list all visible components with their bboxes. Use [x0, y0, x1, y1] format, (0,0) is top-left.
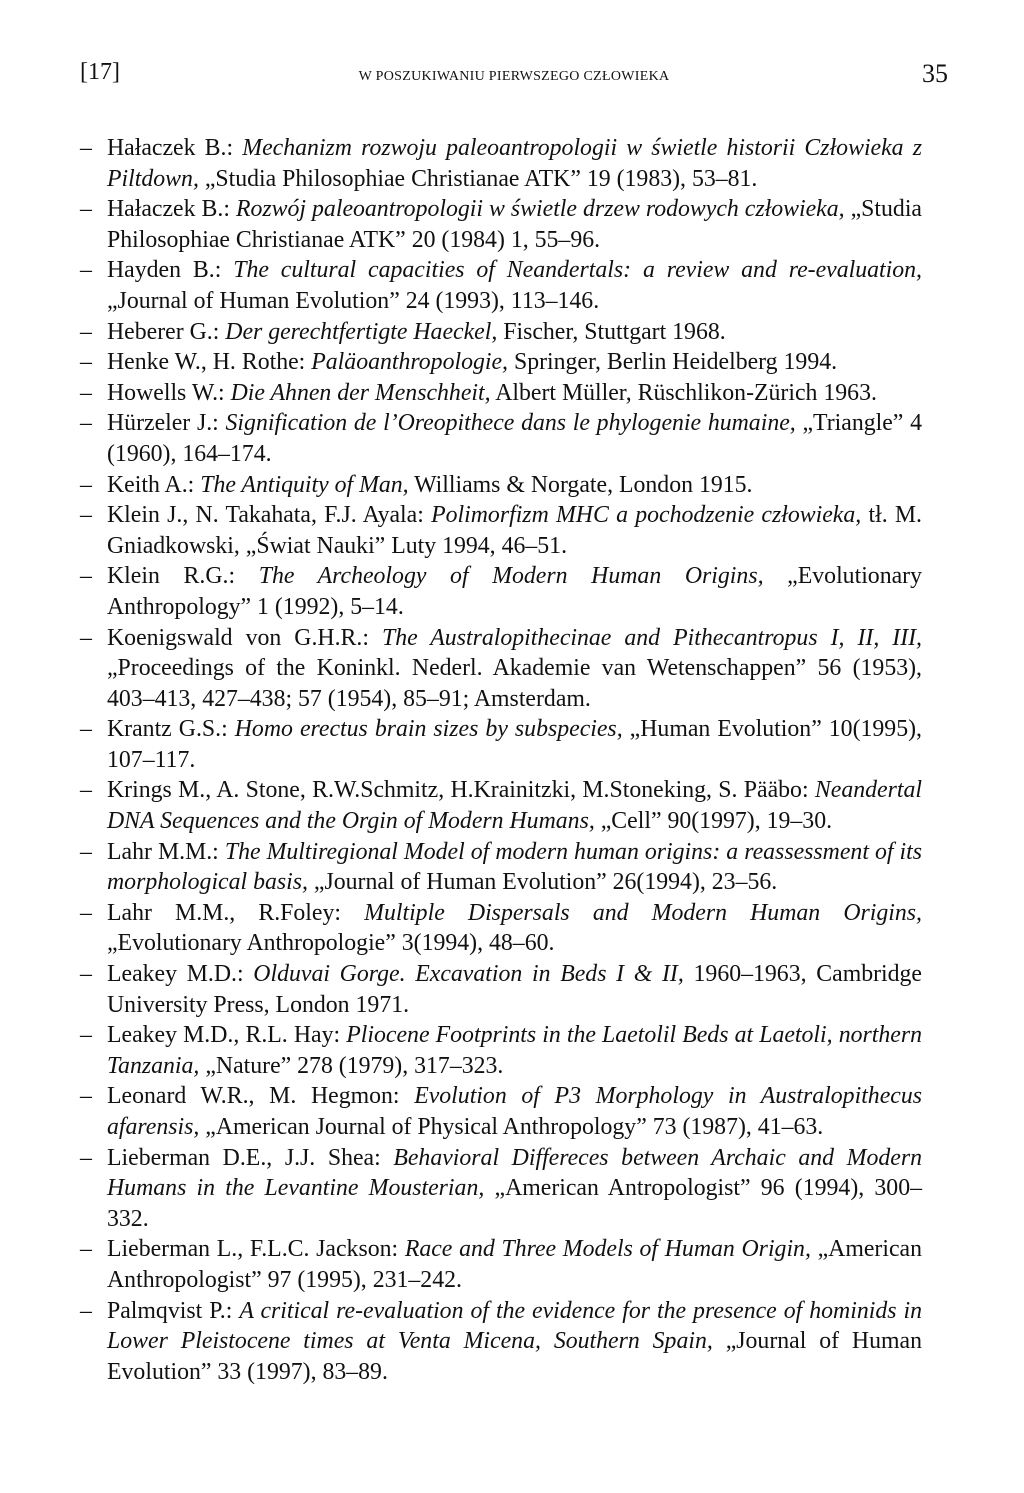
- reference-source: „Studia Philosophiae Christianae ATK” 20 (1984) 1, 55–96.: [107, 196, 922, 253]
- reference-author: Keith A.:: [107, 471, 201, 498]
- reference-entry: [80, 378, 922, 409]
- reference-author: Klein R.G.:: [107, 563, 259, 590]
- reference-source: „Nature” 278 (1979), 317–323.: [199, 1052, 504, 1079]
- reference-entry: [80, 623, 922, 715]
- reference-entry: [80, 1020, 922, 1081]
- reference-author: Lieberman L., F.L.C. Jackson:: [107, 1236, 405, 1263]
- reference-author: Leonard W.R., M. Hegmon:: [107, 1083, 415, 1110]
- reference-author: Klein J., N. Takahata, F.J. Ayala:: [107, 502, 432, 529]
- reference-source: Fischer, Stuttgart 1968.: [497, 318, 726, 345]
- reference-title: The Australopithecinae and Pithecantropus I, II, III,: [382, 624, 922, 651]
- reference-author: Palmqvist P.:: [107, 1297, 240, 1324]
- reference-title: Neandertal DNA Sequences and the Orgin of Modern Humans,: [107, 777, 922, 835]
- reference-source: „American Anthropologist” 97 (1995), 231–242.: [107, 1236, 922, 1293]
- reference-author: Leakey M.D., R.L. Hay:: [107, 1022, 347, 1049]
- reference-title: The cultural capacities of Neandertals: a review and re-evaluation,: [233, 257, 923, 284]
- reference-title: The Antiquity of Man,: [200, 471, 409, 498]
- reference-author: Hürzeler J.:: [107, 410, 226, 437]
- reference-entry: [80, 194, 922, 255]
- reference-source: Springer, Berlin Heidelberg 1994.: [508, 349, 838, 376]
- reference-source: tł. M. Gniadkowski, „Świat Nauki” Luty 1994, 46–51.: [107, 502, 922, 559]
- reference-source: „Human Evolution” 10(1995), 107–117.: [107, 716, 922, 773]
- reference-source: „Journal of Human Evolution” 33 (1997), 83–89.: [107, 1328, 922, 1385]
- section-number: [17]: [80, 59, 120, 85]
- reference-source: „Studia Philosophiae Christianae ATK” 19 (1983), 53–81.: [198, 165, 758, 192]
- running-title: W POSZUKIWANIU PIERWSZEGO CZŁOWIEKA: [358, 69, 670, 84]
- reference-source: „American Journal of Physical Anthropology” 73 (1987), 41–63.: [199, 1114, 824, 1140]
- reference-source: „Cell” 90(1997), 19–30.: [594, 808, 833, 835]
- reference-title: A critical re-evaluation of the evidence for the presence of hominids in Lower Pleistocene times at Venta Micena, Southern Spain,: [107, 1297, 922, 1355]
- reference-title: Homo erectus brain sizes by subspecies,: [234, 716, 623, 743]
- reference-title: Behavioral Differeces between Archaic and Modern Humans in the Levantine Mousterian,: [107, 1144, 922, 1202]
- reference-title: Rozwój paleoantropologii w świetle drzew rodowych człowieka,: [235, 196, 845, 223]
- reference-source: Williams & Norgate, London 1915.: [408, 471, 753, 498]
- reference-entry: [80, 255, 922, 316]
- reference-title: Race and Three Models of Human Origin,: [404, 1236, 811, 1263]
- reference-title: The Archeology of Modern Human Origins,: [258, 563, 764, 590]
- reference-author: Lahr M.M.:: [107, 838, 225, 865]
- reference-entry: [80, 837, 922, 898]
- reference-entry: [80, 775, 922, 836]
- reference-title: Paläoanthropologie,: [311, 349, 509, 376]
- reference-source: „Triangle” 4 (1960), 164–174.: [107, 410, 922, 467]
- reference-author: Hałaczek B.:: [107, 135, 243, 161]
- reference-title: Signification de l’Oreopithece dans le phylogenie humaine,: [225, 410, 796, 437]
- reference-author: Krings M., A. Stone, R.W.Schmitz, H.Krainitzki, M.Stoneking, S. Pääbo:: [107, 777, 815, 804]
- reference-author: Leakey M.D.:: [107, 961, 254, 988]
- reference-author: Koenigswald von G.H.R.:: [107, 624, 382, 651]
- reference-entry: [80, 133, 922, 194]
- reference-title: Mechanizm rozwoju paleoantropologii w świetle historii Człowieka z Piltdown,: [107, 135, 922, 192]
- reference-entry: [80, 714, 922, 775]
- reference-title: Evolution of P3 Morphology in Australopithecus afarensis,: [107, 1083, 922, 1140]
- reference-title: Pliocene Footprints in the Laetolil Beds at Laetoli, northern Tanzania,: [107, 1022, 922, 1079]
- reference-author: Heberer G.:: [107, 318, 226, 345]
- reference-author: Hayden B.:: [107, 257, 234, 284]
- reference-source: „Journal of Human Evolution” 24 (1993), 113–146.: [107, 287, 600, 314]
- reference-author: Henke W., H. Rothe:: [107, 349, 312, 376]
- reference-entry: [80, 959, 922, 1020]
- reference-entry: [80, 408, 922, 469]
- reference-title: Die Ahnen der Menschheit,: [230, 379, 491, 406]
- reference-author: Lahr M.M., R.Foley:: [107, 899, 365, 926]
- reference-title: Polimorfizm MHC a pochodzenie człowieka,: [431, 502, 862, 529]
- running-header: [80, 57, 948, 97]
- reference-entry: [80, 898, 922, 959]
- reference-source: „Evolutionary Anthropology” 1 (1992), 5–14.: [107, 563, 922, 620]
- reference-author: Lieberman D.E., J.J. Shea:: [107, 1144, 394, 1171]
- reference-title: Multiple Dispersals and Modern Human Origins,: [364, 899, 922, 926]
- reference-entry: [80, 317, 922, 348]
- reference-source: „American Antropologist” 96 (1994), 300–332.: [107, 1175, 922, 1232]
- reference-author: Hałaczek B.:: [107, 196, 236, 223]
- reference-title: Der gerechtfertigte Haeckel,: [225, 318, 498, 345]
- reference-author: Krantz G.S.:: [107, 716, 235, 743]
- reference-entry: [80, 1143, 922, 1235]
- reference-title: Olduvai Gorge. Excavation in Beds I & II,: [253, 961, 684, 988]
- reference-source: „Evolutionary Anthropologie” 3(1994), 48–60.: [107, 930, 555, 957]
- reference-source: „Proceedings of the Koninkl. Nederl. Akademie van Wetenschappen” 56 (1953), 403–413, 427–438; 57 (1954), 85–91; Amsterdam.: [107, 655, 922, 712]
- reference-list: [80, 133, 922, 1387]
- reference-entry: [80, 500, 922, 561]
- reference-title: The Multiregional Model of modern human origins: a reassessment of its morphological basis,: [107, 838, 922, 896]
- reference-entry: [80, 1081, 922, 1142]
- reference-entry: [80, 1296, 922, 1388]
- reference-entry: [80, 561, 922, 622]
- reference-author: Howells W.:: [107, 379, 231, 406]
- reference-source: „Journal of Human Evolution” 26(1994), 23–56.: [307, 869, 778, 896]
- page-number: 35: [922, 59, 948, 88]
- reference-entry: [80, 1234, 922, 1295]
- reference-source: 1960–1963, Cambridge University Press, London 1971.: [107, 961, 922, 1018]
- reference-entry: [80, 347, 922, 378]
- reference-entry: [80, 470, 922, 501]
- reference-source: Albert Müller, Rüschlikon-Zürich 1963.: [490, 379, 877, 406]
